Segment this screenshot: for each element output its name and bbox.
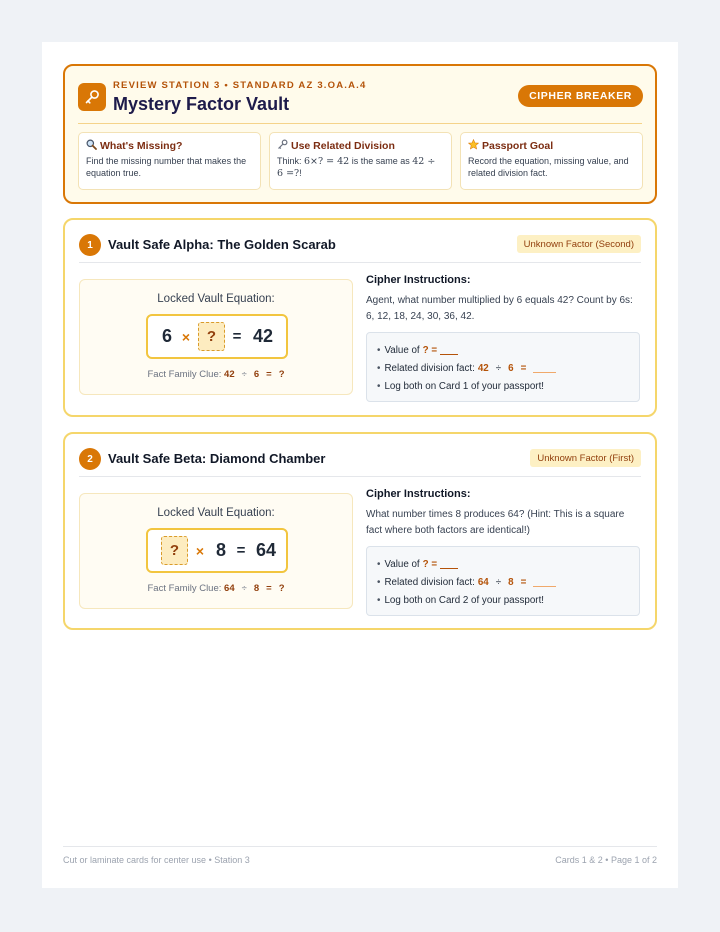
- divider: [78, 123, 642, 124]
- tip-related-division: [269, 132, 452, 190]
- key-icon: [78, 83, 106, 111]
- vault-equation: [146, 528, 288, 573]
- tip-body: Find the missing number that makes the equation true.: [86, 156, 247, 178]
- instructions-heading: Cipher Instructions:: [366, 488, 471, 500]
- station-eyebrow: REVIEW STATION 3 • STANDARD AZ 3.OA.A.4: [113, 80, 367, 91]
- card-title: Vault Safe Beta: Diamond Chamber: [108, 451, 326, 466]
- passport-log-box: [366, 332, 640, 402]
- tip-whats-missing: [78, 132, 261, 190]
- log-instruction: • Log both on Card 2 of your passport!: [377, 594, 545, 606]
- instructions-text: What number times 8 produces 64? (Hint: This is a square fact where both factors are identical!): [366, 509, 625, 536]
- vault-card-1: [63, 218, 657, 417]
- answer-blank[interactable]: [533, 578, 556, 587]
- card-title: Vault Safe Alpha: The Golden Scarab: [108, 237, 336, 252]
- page-title: Mystery Factor Vault: [113, 94, 290, 114]
- vault-equation: [146, 314, 288, 359]
- value-line: • Value of ? =: [377, 555, 629, 573]
- instructions-heading: Cipher Instructions:: [366, 274, 471, 286]
- math-expression: 42 ÷ 6 =?: [277, 156, 436, 180]
- locked-equation-panel: [79, 279, 353, 395]
- tip-title: What's Missing?: [100, 140, 183, 152]
- missing-factor-box: ?: [198, 322, 225, 351]
- tip-title: Use Related Division: [291, 140, 395, 152]
- multiply-sign: ×: [181, 328, 191, 345]
- answer-blank[interactable]: [440, 346, 458, 355]
- tip-title: Passport Goal: [482, 140, 554, 152]
- vault-header: [63, 64, 657, 204]
- division-line: • Related division fact: 64 ÷ 8 =: [377, 573, 629, 591]
- fact-family-clue: Fact Family Clue: 64 ÷ 8 = ?: [147, 583, 285, 594]
- footer-divider: [63, 846, 657, 847]
- tip-body: Record the equation, missing value, and related division fact.: [468, 156, 629, 178]
- value-line: • Value of ? =: [377, 341, 629, 359]
- unknown-factor-tag: Unknown Factor (Second): [517, 235, 641, 253]
- division-line: • Related division fact: 42 ÷ 6 =: [377, 359, 629, 377]
- magnifier-icon: [86, 139, 97, 153]
- product-value: 64: [255, 540, 277, 560]
- footer-note: Cut or laminate cards for center use • Station 3: [63, 855, 250, 865]
- card-number: 1: [79, 234, 101, 256]
- cipher-breaker-badge: CIPHER BREAKER: [518, 85, 643, 107]
- product-value: 42: [252, 326, 274, 346]
- vault-card-2: [63, 432, 657, 630]
- equals-sign: =: [236, 542, 246, 559]
- page-indicator: Cards 1 & 2 • Page 1 of 2: [555, 855, 657, 865]
- tip-passport-goal: [460, 132, 643, 190]
- equation-label: Locked Vault Equation:: [157, 507, 275, 519]
- instructions-text: Agent, what number multiplied by 6 equals 42? Count by 6s: 6, 12, 18, 24, 30, 36, 42.: [366, 295, 633, 322]
- card-number: 2: [79, 448, 101, 470]
- factor-value: 8: [215, 540, 226, 560]
- divider: [79, 476, 641, 477]
- equation-label: Locked Vault Equation:: [157, 293, 275, 305]
- log-instruction: • Log both on Card 1 of your passport!: [377, 380, 545, 392]
- fact-family-clue: Fact Family Clue: 42 ÷ 6 = ?: [147, 369, 285, 380]
- unknown-factor-tag: Unknown Factor (First): [530, 449, 641, 467]
- star-icon: [468, 139, 479, 153]
- factor-value: 6: [161, 326, 172, 346]
- equals-sign: =: [232, 328, 242, 345]
- key-icon: [277, 139, 288, 153]
- answer-blank[interactable]: [440, 560, 458, 569]
- passport-log-box: [366, 546, 640, 616]
- divider: [79, 262, 641, 263]
- multiply-sign: ×: [195, 542, 205, 559]
- missing-factor-box: ?: [161, 536, 188, 565]
- answer-blank[interactable]: [533, 364, 556, 373]
- worksheet-page: [42, 42, 678, 888]
- locked-equation-panel: [79, 493, 353, 609]
- tip-body: Think: 6×? = 42 is the same as 42 ÷ 6 =?!: [277, 156, 436, 180]
- math-expression: 6×? = 42: [304, 156, 350, 167]
